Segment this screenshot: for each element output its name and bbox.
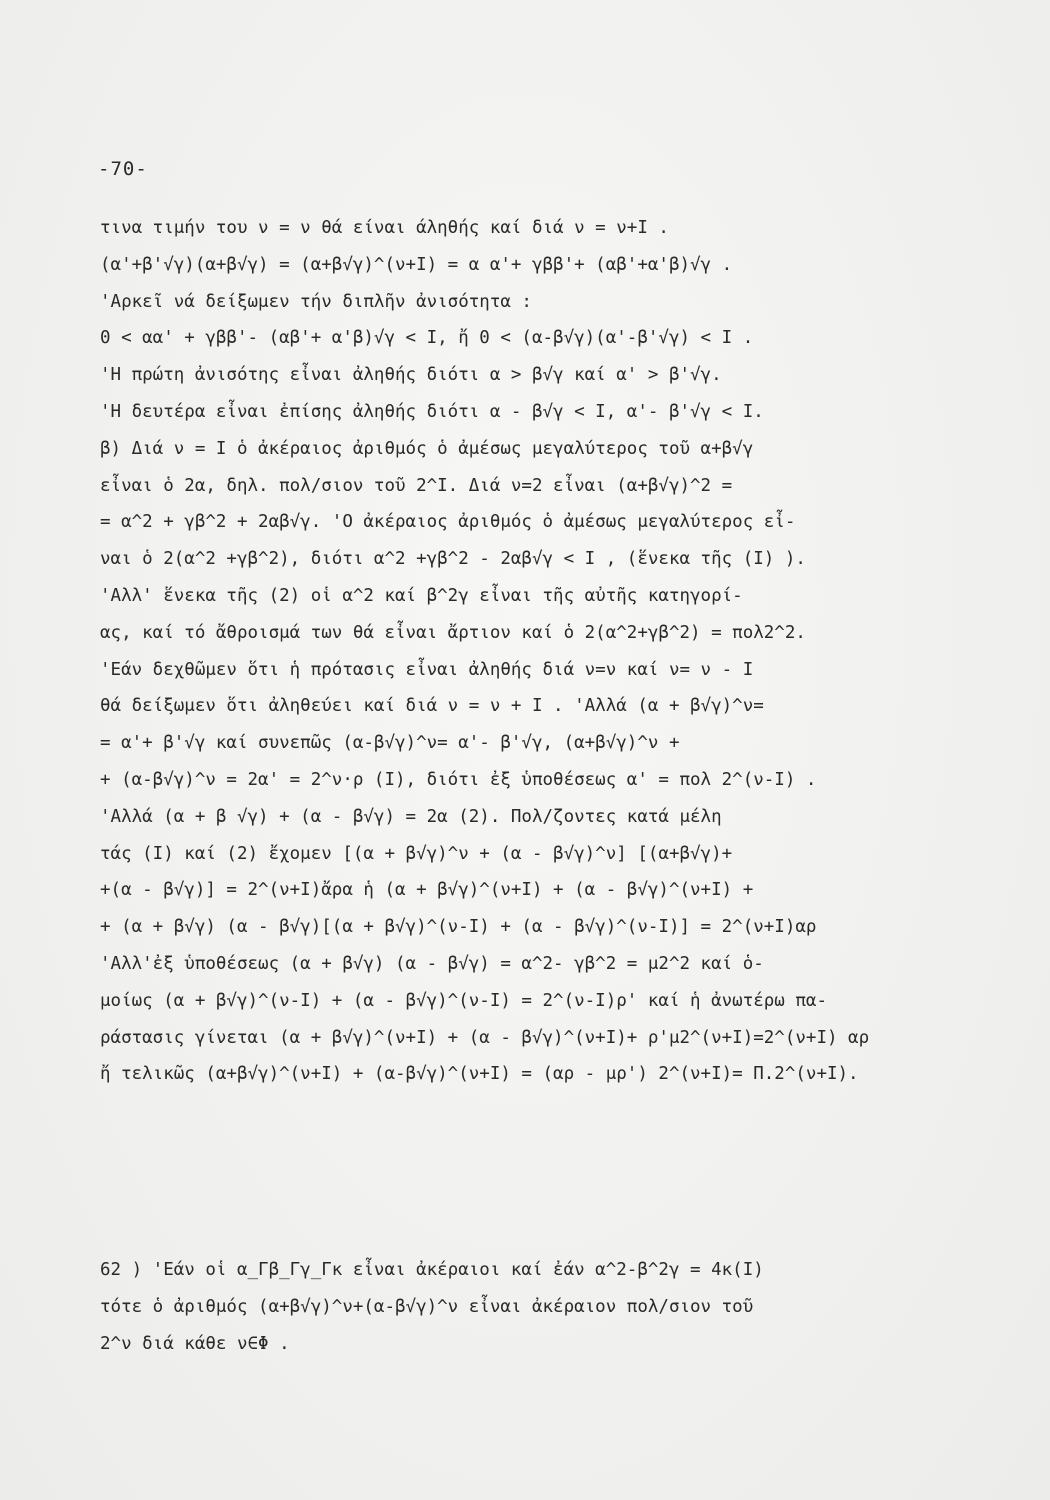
- text-line: = α'+ β'√γ καί συνεπῶς (α-β√γ)^ν= α'- β'√γ, (α+β√γ)^ν +: [100, 733, 680, 754]
- text-line: 'Αλλά (α + β √γ) + (α - β√γ) = 2α (2). Πολ/ζοντες κατά μέλη: [100, 806, 722, 827]
- proof-text: [100, 210, 1005, 1093]
- text-line: ας, καί τό ἄθροισμά των θά εἶναι ἄρτιον καί ὁ 2(α^2+γβ^2) = πολ2^2.: [100, 622, 806, 643]
- problem-statement: [100, 1250, 1005, 1360]
- text-line: 'Αρκεῖ νά δείξωμεν τήν διπλῆν ἀνισότητα :: [100, 291, 532, 312]
- text-line: (α'+β'√γ)(α+β√γ) = (α+β√γ)^(ν+Ι) = α α'+ γββ'+ (αβ'+α'β)√γ .: [100, 254, 733, 275]
- text-line: +(α - β√γ)] = 2^(ν+Ι)ἄρα ἡ (α + β√γ)^(ν+Ι) + (α - β√γ)^(ν+Ι) +: [100, 880, 754, 901]
- problem-line: 2^ν διά κάθε ν∈Φ .: [100, 1333, 290, 1354]
- text-line: θά δείξωμεν ὅτι ἀληθεύει καί διά ν = ν + Ι . 'Αλλά (α + β√γ)^ν=: [100, 696, 764, 717]
- text-line: 'Εάν δεχθῶμεν ὅτι ἡ πρότασις εἶναι ἀληθής διά ν=ν καί ν= ν - Ι: [100, 659, 754, 680]
- text-line: ράστασις γίνεται (α + β√γ)^(ν+Ι) + (α - β√γ)^(ν+Ι)+ ρ'μ2^(ν+Ι)=2^(ν+Ι) αρ: [100, 1027, 870, 1048]
- text-line: 0 < αα' + γββ'- (αβ'+ α'β)√γ < Ι, ἤ 0 < (α-β√γ)(α'-β'√γ) < Ι .: [100, 328, 754, 349]
- text-line: 'Η δευτέρα εἶναι ἐπίσης ἀληθής διότι α - β√γ < Ι, α'- β'√γ < Ι.: [100, 401, 764, 422]
- text-line: 'Αλλ' ἕνεκα τῆς (2) οἱ α^2 καί β^2γ εἶναι τῆς αὐτῆς κατηγορί-: [100, 585, 743, 606]
- text-line: 'Η πρώτη ἀνισότης εἶναι ἀληθής διότι α > β√γ καί α' > β'√γ.: [100, 365, 722, 386]
- text-line: + (α-β√γ)^ν = 2α' = 2^ν·ρ (Ι), διότι ἐξ ὑποθέσεως α' = πολ 2^(ν-Ι) .: [100, 769, 817, 790]
- text-line: = α^2 + γβ^2 + 2αβ√γ. 'Ο ἀκέραιος ἀριθμός ὁ ἀμέσως μεγαλύτερος εἶ-: [100, 512, 796, 533]
- text-line: τάς (Ι) καί (2) ἔχομεν [(α + β√γ)^ν + (α - β√γ)^ν] [(α+β√γ)+: [100, 843, 733, 864]
- problem-line: 62 ) 'Εάν οἱ α_Γβ_Γγ_Γκ εἶναι ἀκέραιοι καί ἐάν α^2-β^2γ = 4κ(Ι): [100, 1260, 764, 1280]
- text-line: ἤ τελικῶς (α+β√γ)^(ν+Ι) + (α-β√γ)^(ν+Ι) = (αρ - μρ') 2^(ν+Ι)= Π.2^(ν+Ι).: [100, 1064, 859, 1085]
- text-line: εἶναι ὁ 2α, δηλ. πολ/σιον τοῦ 2^Ι. Διά ν=2 εἶναι (α+β√γ)^2 =: [100, 475, 733, 496]
- text-line: ναι ὁ 2(α^2 +γβ^2), διότι α^2 +γβ^2 - 2αβ√γ < Ι , (ἕνεκα τῆς (Ι) ).: [100, 549, 806, 570]
- text-line: τινα τιμήν του ν = ν θά είναι άληθής καί διά ν = ν+Ι .: [100, 218, 669, 238]
- text-line: β) Διά ν = Ι ὁ ἀκέραιος ἀριθμός ὁ ἀμέσως μεγαλύτερος τοῦ α+β√γ: [100, 438, 754, 459]
- text-line: μοίως (α + β√γ)^(ν-Ι) + (α - β√γ)^(ν-Ι) = 2^(ν-Ι)ρ' καί ἡ ἀνωτέρω πα-: [100, 990, 827, 1011]
- problem-line: τότε ὁ ἀριθμός (α+β√γ)^ν+(α-β√γ)^ν εἶναι ἀκέραιον πολ/σιον τοῦ: [100, 1296, 754, 1317]
- text-line: 'Αλλ'ἐξ ὑποθέσεως (α + β√γ) (α - β√γ) = α^2- γβ^2 = μ2^2 καί ὁ-: [100, 953, 764, 974]
- page-number: -70-: [98, 158, 148, 180]
- text-line: + (α + β√γ) (α - β√γ)[(α + β√γ)^(ν-Ι) + (α - β√γ)^(ν-Ι)] = 2^(ν+Ι)αρ: [100, 917, 817, 938]
